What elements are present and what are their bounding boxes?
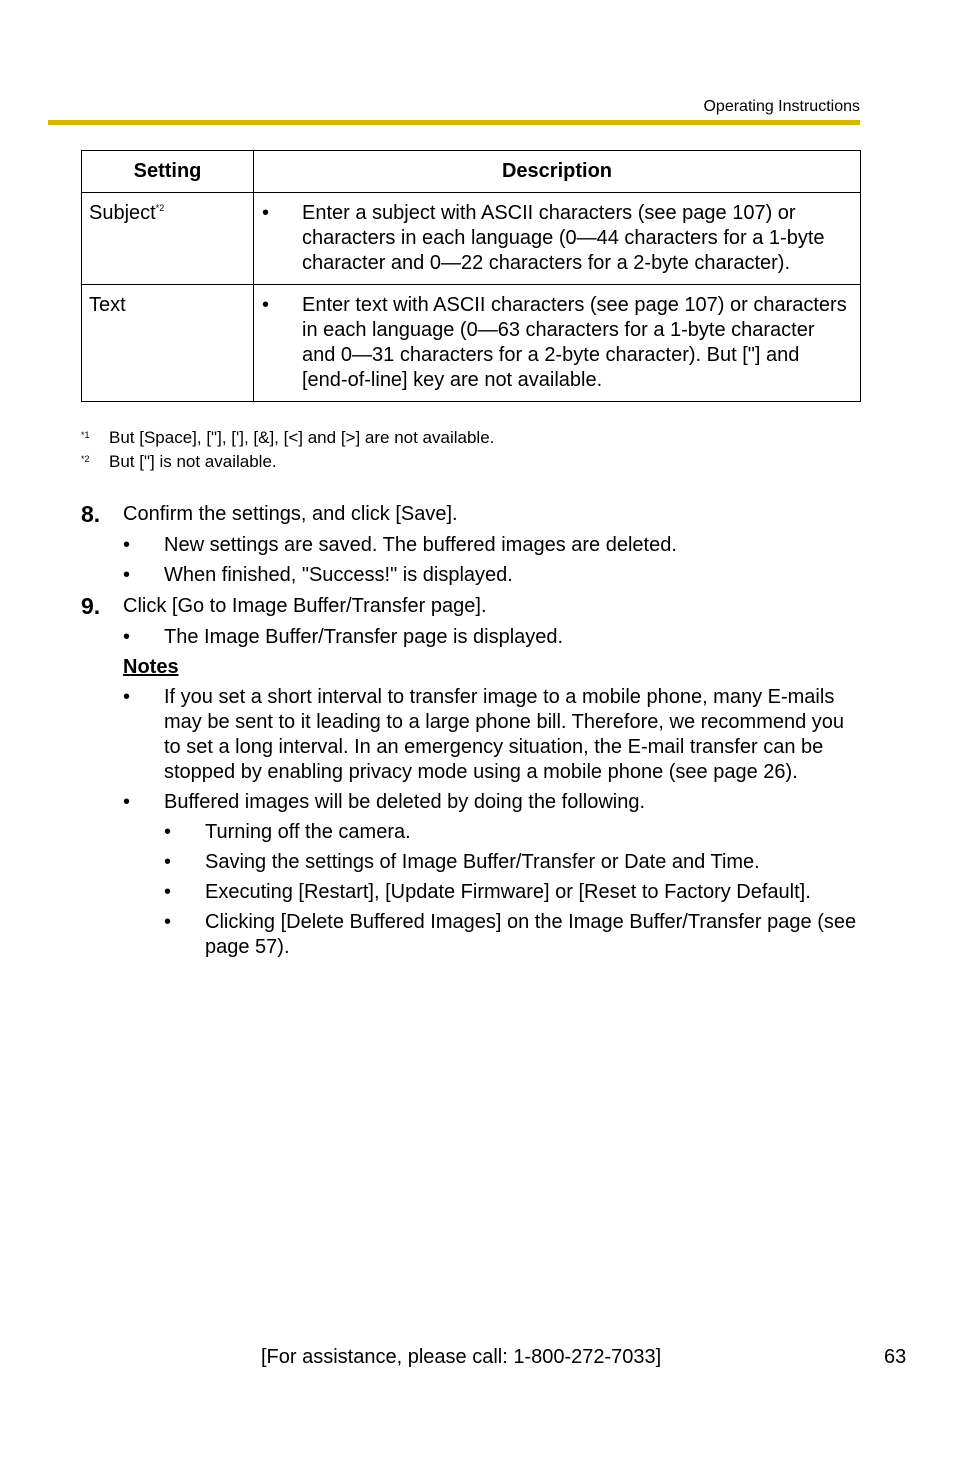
step-text: Confirm the settings, and click [Save]. [123, 503, 458, 525]
bullet-icon: • [123, 534, 131, 556]
list-item [164, 880, 861, 905]
bullet-icon: • [123, 791, 131, 813]
footnotes [81, 426, 494, 474]
step-9 [81, 592, 861, 620]
footnote [81, 426, 494, 450]
footnote-mark: *1 [81, 430, 90, 440]
list-item-text: When finished, "Success!" is displayed. [164, 564, 513, 586]
list-item-text: New settings are saved. The buffered images are deleted. [164, 534, 677, 556]
table-row [82, 193, 861, 285]
bullet-icon: • [123, 626, 131, 648]
table-header-row [82, 151, 861, 193]
table-row [82, 285, 861, 402]
list-item [123, 790, 861, 815]
bullet-icon: • [262, 202, 270, 224]
step-8 [81, 500, 861, 528]
assistance-contact: [For assistance, please call: 1-800-272-7033] [261, 1346, 662, 1368]
notes-heading: Notes [123, 656, 179, 678]
bullet-icon: • [164, 881, 172, 903]
description-cell [254, 193, 861, 285]
list-item [123, 625, 861, 650]
running-header: Operating Instructions [703, 98, 860, 115]
setting-cell [82, 193, 254, 285]
procedure-steps [81, 500, 861, 960]
bullet-icon: • [262, 294, 270, 316]
list-item [123, 563, 861, 588]
bullet-icon: • [123, 564, 131, 586]
setting-name: Subject [89, 202, 156, 224]
bullet-icon: • [164, 911, 172, 933]
step-text: Click [Go to Image Buffer/Transfer page]. [123, 595, 487, 617]
list-item-text: Clicking [Delete Buffered Images] on the Image Buffer/Transfer page (see page 57). [205, 911, 857, 958]
footnote-text: But [Space], ["], ['], [&], [<] and [>] are not available. [109, 428, 495, 447]
list-item-text: The Image Buffer/Transfer page is displayed. [164, 626, 564, 648]
footnote-ref: *2 [155, 203, 165, 213]
column-header-description: Description [254, 151, 861, 193]
list-item [123, 533, 861, 558]
step-number: 8. [81, 501, 101, 527]
list-item [164, 820, 861, 845]
bullet-icon: • [164, 821, 172, 843]
list-item-text: Saving the settings of Image Buffer/Transfer or Date and Time. [205, 851, 760, 873]
bullet-icon: • [123, 686, 131, 708]
list-item [123, 685, 861, 785]
footnote [81, 450, 494, 474]
list-item [164, 910, 861, 960]
header-rule [48, 120, 860, 125]
setting-cell [82, 285, 254, 402]
list-item [164, 850, 861, 875]
setting-name: Text [89, 294, 126, 316]
list-item-text: Turning off the camera. [205, 821, 411, 843]
footnote-mark: *2 [81, 454, 90, 464]
description-cell [254, 285, 861, 402]
settings-table [81, 150, 861, 402]
page-number: 63 [884, 1346, 907, 1368]
step-number: 9. [81, 593, 101, 619]
bullet-icon: • [164, 851, 172, 873]
description-text: Enter text with ASCII characters (see page 107) or characters in each language (0—63 characters for a 1-byte character and 0—31 characters for a 2-byte character). But ["] and [end-of-line] key are not available. [302, 294, 847, 391]
list-item-text: If you set a short interval to transfer image to a mobile phone, many E-mails may be sent to it leading to a large phone bill. Therefore, we recommend you to set a long interval. In an emergency situation, the E-mail transfer can be stopped by enabling privacy mode using a mobile phone (see page 26). [164, 686, 845, 783]
column-header-setting: Setting [82, 151, 254, 193]
list-item-text: Executing [Restart], [Update Firmware] or [Reset to Factory Default]. [205, 881, 811, 903]
list-item-text: Buffered images will be deleted by doing the following. [164, 791, 646, 813]
description-text: Enter a subject with ASCII characters (see page 107) or characters in each language (0—44 characters for a 1-byte character and 0—22 characters for a 2-byte character). [302, 202, 825, 274]
footnote-text: But ["] is not available. [109, 452, 277, 471]
